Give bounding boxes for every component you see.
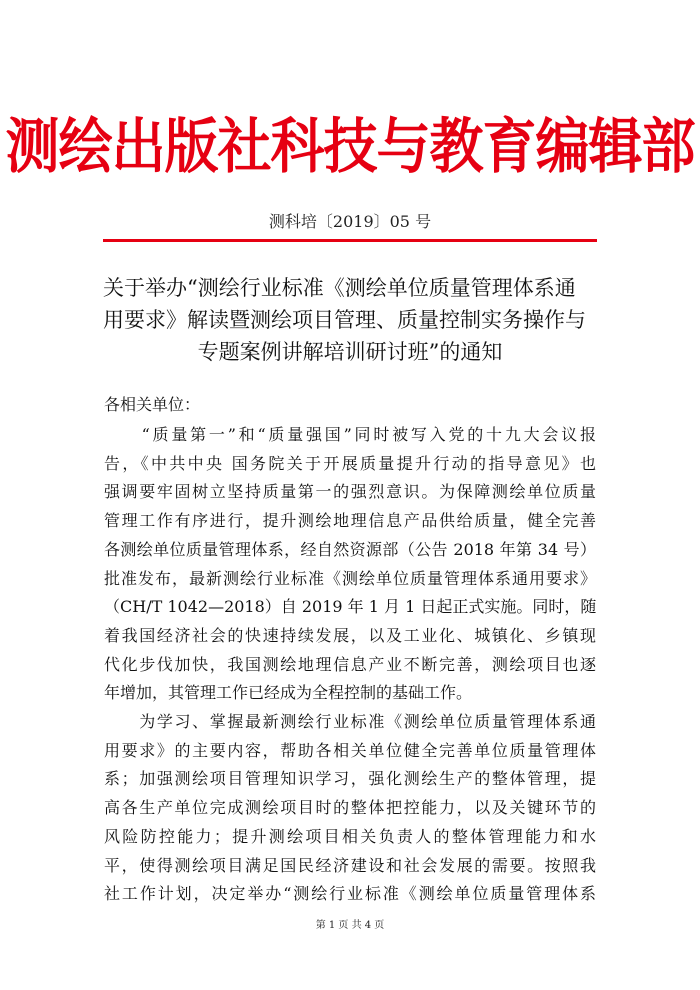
title-line: 专题案例讲解培训研讨班”的通知 (197, 340, 503, 364)
text-line: 用要求》的主要内容，帮助各相关单位健全完善单位质量管理体 (104, 740, 596, 760)
text-line: 强调要牢固树立坚持质量第一的强烈意识。为保障测绘单位质量 (104, 482, 596, 502)
text-line: 平，使得测绘项目满足国民经济建设和社会发展的需要。按照我 (104, 855, 596, 875)
red-divider-line (103, 239, 597, 242)
text-line: （CH/T 1042—2018）自 2019 年 1 月 1 日起正式实施。同时，随 (104, 597, 596, 617)
text-line: 着我国经济社会的快速持续发展，以及工业化、城镇化、乡镇现 (104, 625, 596, 645)
body-text (104, 421, 596, 909)
text-line: 年增加，其管理工作已经成为全程控制的基础工作。 (104, 683, 473, 703)
text-line: 批准发布，最新测绘行业标准《测绘单位质量管理体系通用要求》 (104, 568, 596, 588)
salutation: 各相关单位： (104, 395, 201, 414)
page-number-footer: 第 1 页 共 4 页 (315, 920, 385, 931)
paragraph-2 (104, 708, 596, 909)
masthead-title: 测绘出版社科技与教育编辑部 (5, 111, 695, 182)
text-line: 管理工作有序进行，提升测绘地理信息产品供给质量，健全完善 (104, 511, 596, 531)
text-line: 代化步伐加快，我国测绘地理信息产业不断完善，测绘项目也逐 (104, 654, 596, 674)
text-line: 高各生产单位完成测绘项目时的整体把控能力，以及关键环节的 (104, 798, 596, 818)
title-line: 用要求》解读暨测绘项目管理、质量控制实务操作与 (103, 308, 586, 332)
text-line: 告，《中共中央 国务院关于开展质量提升行动的指导意见》也 (104, 453, 596, 473)
text-line: “质量第一”和“质量强国”同时被写入党的十九大会议报 (104, 425, 596, 444)
text-line: 风险防控能力；提升测绘项目相关负责人的整体管理能力和水 (104, 826, 596, 846)
text-line: 为学习、掌握最新测绘行业标准《测绘单位质量管理体系通 (104, 712, 596, 732)
text-line: 各测绘单位质量管理体系，经自然资源部（公告 2018 年第 34 号） (104, 539, 596, 559)
document-number: 测科培〔2019〕05 号 (268, 212, 432, 231)
paragraph-1 (104, 421, 596, 708)
text-line: 系；加强测绘项目管理知识学习，强化测绘生产的整体管理，提 (104, 769, 596, 789)
text-line: 社工作计划，决定举办“测绘行业标准《测绘单位质量管理体系 (104, 884, 596, 904)
notice-title (103, 272, 597, 368)
title-line: 关于举办“测绘行业标准《测绘单位质量管理体系通 (103, 276, 576, 300)
